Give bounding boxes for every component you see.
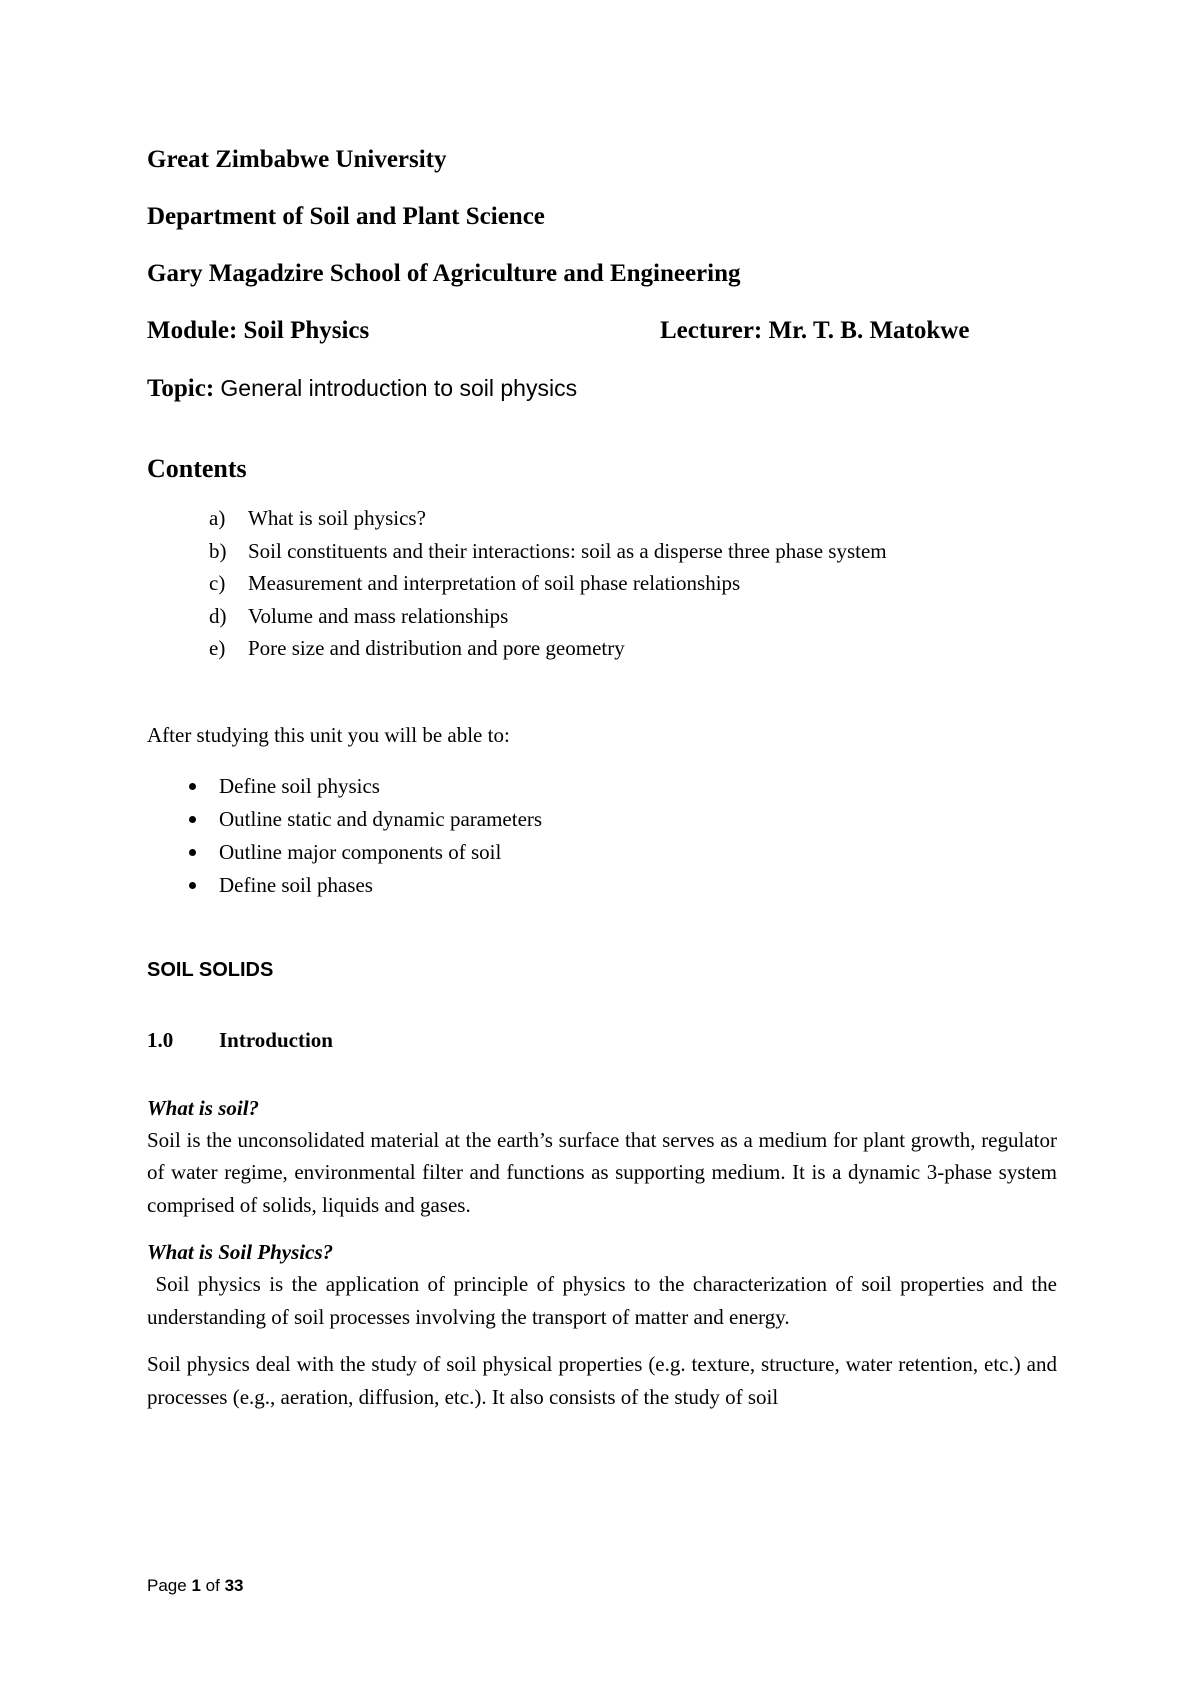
- contents-list: [147, 502, 1057, 665]
- list-item: [147, 535, 1057, 568]
- topic-label: Topic:: [147, 375, 215, 402]
- objectives-list: [147, 770, 1057, 902]
- list-item: [147, 836, 1057, 869]
- topic-text: General introduction to soil physics: [220, 375, 578, 401]
- list-item: [147, 632, 1057, 665]
- section-heading: [147, 1026, 1057, 1054]
- department-name: Department of Soil and Plant Science: [147, 203, 545, 230]
- list-marker: c): [209, 571, 226, 595]
- page-word: Page: [147, 1576, 187, 1595]
- list-text: What is soil physics?: [248, 506, 426, 530]
- university-name: Great Zimbabwe University: [147, 146, 447, 173]
- page-total: 33: [224, 1576, 244, 1595]
- module-name: Module: Soil Physics: [147, 317, 370, 344]
- topic-line: [147, 373, 1057, 404]
- list-marker: e): [209, 636, 226, 660]
- question-heading: What is Soil Physics?: [147, 1240, 334, 1264]
- page-content: [147, 145, 1063, 1413]
- list-item: [147, 770, 1057, 803]
- bullet-icon: [189, 882, 196, 889]
- list-text: Volume and mass relationships: [248, 603, 509, 628]
- contents-heading: Contents: [147, 454, 247, 483]
- list-marker: d): [209, 603, 227, 628]
- list-text: Outline major components of soil: [219, 839, 502, 864]
- list-text: Measurement and interpretation of soil phase relationships: [248, 571, 741, 595]
- page-number: 1: [191, 1576, 201, 1595]
- list-text: Define soil physics: [219, 773, 380, 798]
- list-item: [147, 502, 1057, 535]
- list-text: Soil constituents and their interactions: soil as a disperse three phase system: [248, 538, 887, 563]
- bullet-icon: [189, 783, 196, 790]
- list-item: [147, 869, 1057, 902]
- list-text: Pore size and distribution and pore geometry: [248, 636, 625, 660]
- section-number: 1.0: [147, 1027, 174, 1052]
- section-title: Introduction: [219, 1027, 333, 1052]
- list-item: [147, 803, 1057, 836]
- bullet-icon: [189, 816, 196, 823]
- lecturer-name: Lecturer: Mr. T. B. Matokwe: [660, 317, 970, 344]
- bullet-icon: [189, 849, 196, 856]
- list-item: [147, 567, 1057, 600]
- paragraph: Soil physics deal with the study of soil physical properties (e.g. texture, structure, water retention, etc.) and processes (e.g., aeration, diffusion, etc.). It also consists of the study of soil: [147, 1352, 1057, 1409]
- list-item: [147, 600, 1057, 633]
- paragraph: Soil is the unconsolidated material at the earth’s surface that serves as a medium for plant growth, regulator of water regime, environmental filter and functions as supporting medium. It is a dynamic 3-phase system comprised of solids, liquids and gases.: [147, 1127, 1057, 1217]
- list-text: Define soil phases: [219, 872, 373, 897]
- paragraph: Soil physics is the application of principle of physics to the characterization of soil properties and the understanding of soil processes involving the transport of matter and energy.: [147, 1272, 1063, 1329]
- module-lecturer-row: [147, 316, 1057, 346]
- objectives-intro: After studying this unit you will be able to:: [147, 722, 510, 747]
- of-word: of: [205, 1576, 220, 1595]
- list-marker: a): [209, 506, 226, 530]
- section-caps-title: SOIL SOLIDS: [147, 958, 274, 981]
- list-marker: b): [209, 538, 227, 563]
- school-name: Gary Magadzire School of Agriculture and Engineering: [147, 260, 741, 287]
- question-heading: What is soil?: [147, 1095, 260, 1120]
- list-text: Outline static and dynamic parameters: [219, 806, 543, 831]
- page-footer: [147, 1574, 243, 1598]
